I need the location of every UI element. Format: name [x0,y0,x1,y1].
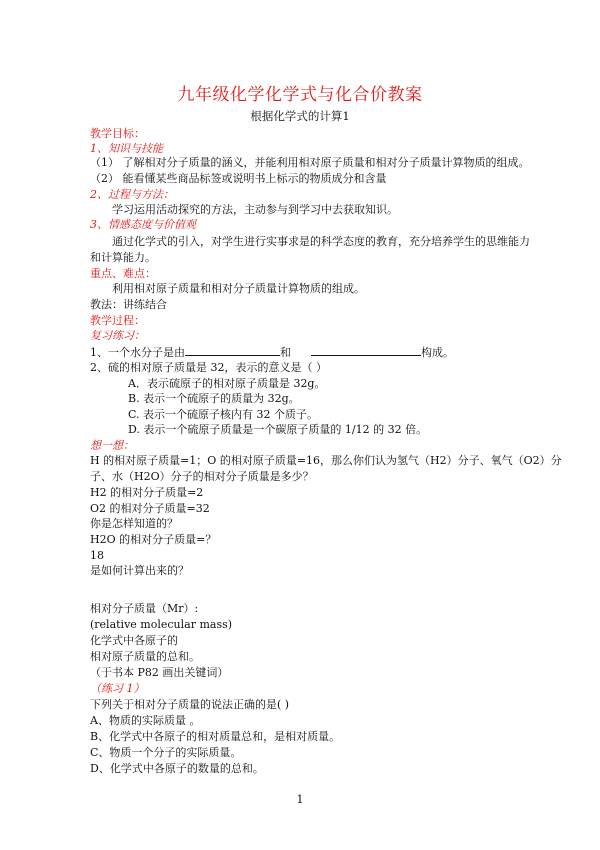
think-line: 子、水（H2O）分子的相对分子质量是多少？ [90,470,314,483]
definition-line: 相对原子质量的总和。 [90,650,200,663]
think-line: H 的相对原子质量=1；O 的相对原子质量=16，那么你们认为氢气（H2）分子、氧气（O2）分 [90,454,562,467]
question-1-end: 构成。 [421,346,454,359]
definition-line: 化学式中各原子的 [90,634,178,647]
question-2-option: A．表示硫原子的相对原子质量是 32g。 [128,377,326,390]
question-1 [90,344,454,360]
page-number: 1 [296,793,304,806]
think-heading: 想一想： [90,439,134,452]
practice-option: A、物质的实际质量 。 [90,714,201,727]
attitude-text-continued: 和计算能力。 [90,251,156,264]
question-2-option: D. 表示一个硫原子质量是一个碳原子质量的 1/12 的 32 倍。 [128,423,428,436]
attitude-text: 通过化学式的引入，对学生进行实事求是的科学态度的教育，充分培养学生的思维能力 [112,235,530,248]
review-heading: 复习练习： [90,329,145,342]
question-2-option: B. 表示一个硫原子的质量为 32g。 [128,392,300,405]
definition-line: 相对分子质量（Mr）: [90,602,199,615]
question-1-start: 1、一个水分子是由 [90,346,185,359]
document-title: 九年级化学化学式与化合价教案 [177,85,423,105]
fill-blank [185,344,280,356]
definition-line: (relative molecular mass) [90,618,233,631]
keypoints-text: 利用相对原子质量和相对分子质量计算物质的组成。 [112,282,365,295]
process-text: 学习运用活动探究的方法，主动参与到学习中去获取知识。 [112,203,398,216]
question-2: 2、硫的相对原子质量是 32，表示的意义是（ ） [90,361,327,374]
process-heading: 2、过程与方法： [90,188,174,201]
think-line: O2 的相对分子质量=32 [90,502,210,515]
think-line: 你是怎样知道的？ [90,517,178,530]
document-subtitle: 根据化学式的计算1 [250,109,350,123]
question-1-and: 和 [280,346,291,359]
practice-heading: （练习 1） [90,682,145,695]
practice-question: 下列关于相对分子质量的说法正确的是( ) [90,698,290,711]
practice-option: B、化学式中各原子的相对质量总和，是相对质量。 [90,730,341,743]
definition-line: （于书本 P82 画出关键词） [90,666,229,679]
attitude-heading: 3、情感态度与价值观 [90,218,196,231]
think-line: H2O 的相对分子质量=？ [90,533,217,546]
objectives-heading: 教学目标： [90,127,145,140]
process-label: 教学过程： [90,314,145,327]
knowledge-item: （1） 了解相对分子质量的涵义，并能利用相对原子质量和相对分子质量计算物质的组成。 [90,156,530,169]
practice-option: C、物质一个分子的实际质量。 [90,746,242,759]
think-line: 是如何计算出来的？ [90,564,189,577]
fill-blank [311,344,421,356]
keypoints-heading: 重点、难点： [90,267,156,280]
question-2-option: C. 表示一个硫原子核内有 32 个质子。 [128,408,319,421]
practice-option: D、化学式中各原子的数量的总和。 [90,762,264,775]
method-label: 教法：讲练结合 [90,298,167,311]
think-line: 18 [90,549,104,562]
knowledge-heading: 1、知识与技能 [90,142,163,155]
think-line: H2 的相对分子质量=2 [90,486,204,499]
knowledge-item: （2） 能看懂某些商品标签或说明书上标示的物质成分和含量 [90,172,387,185]
